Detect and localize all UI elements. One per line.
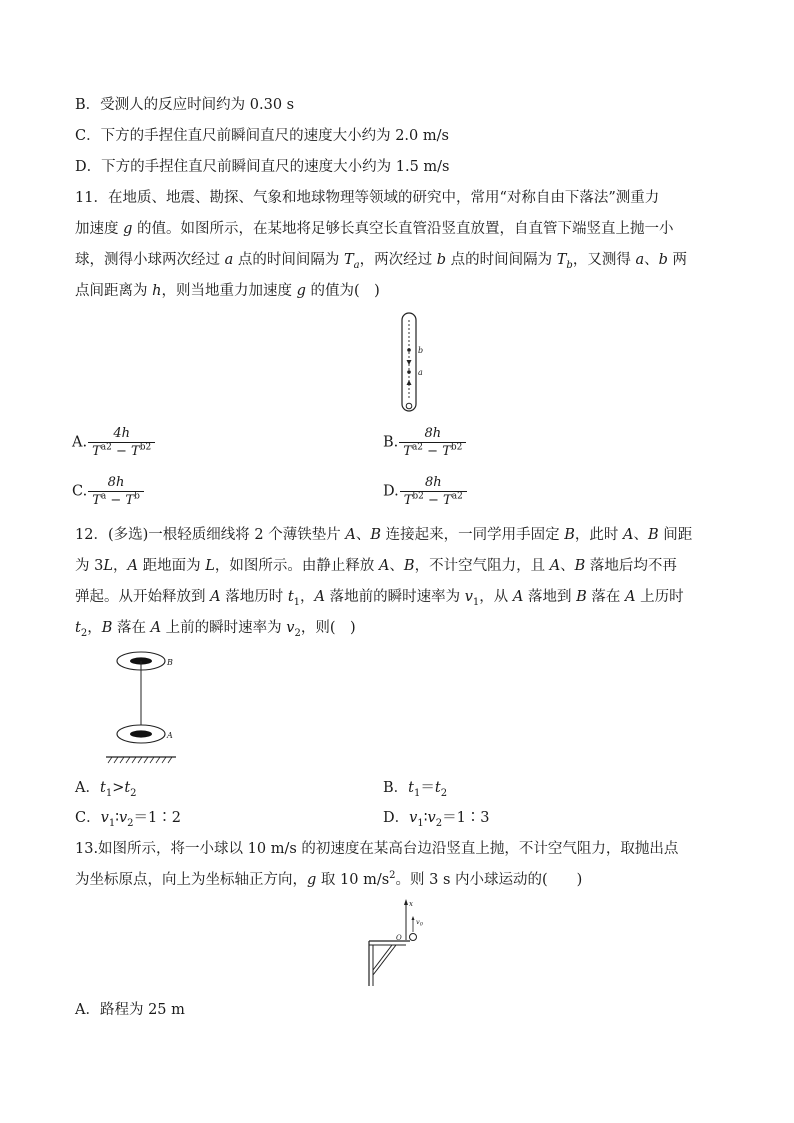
label-O: O <box>396 934 402 942</box>
q13-stem-line2: 为坐标原点，向上为坐标轴正方向，g 取 10 $m/s^2$。则 3 s 内小球运动的( ) <box>75 870 583 888</box>
ground-hatching <box>108 757 172 763</box>
q13-platform-figure <box>362 896 432 988</box>
q11-option-d: D. $\frac{8h}{T^{b2} - T^{a2}}$ <box>383 474 467 509</box>
label-x: x <box>409 900 413 908</box>
q11-option-a: A. $\frac{4h}{T^{a2} - T^{b2}}$ <box>72 425 155 460</box>
washer-a-hole <box>130 730 152 737</box>
label-A: A <box>167 731 173 740</box>
q11-option-b: B. $\frac{8h}{T^{a2} - T^{b2}}$ <box>383 425 466 460</box>
label-B: B <box>167 658 173 667</box>
q12-stem-line3: 弹起。从开始释放到 A 落地历时 $t_1$，A 落地前的瞬时速率为 $v_1$，从 A 落地到 B 落在 A 上历时 <box>75 589 684 608</box>
q11-stem-line4: 点间距离为 h，则当地重力加速度 g 的值为( ) <box>75 283 380 299</box>
q11-stem-line2: 加速度 g 的值。如图所示，在某地将足够长真空长直管沿竖直放置，自直管下端竖直上抛一小 <box>75 221 674 237</box>
arrow-up-icon <box>407 380 412 385</box>
q12-option-b: B．$t_1=t_2$ <box>383 780 448 799</box>
arrow-icon <box>407 360 412 365</box>
x-axis-arrow-icon <box>404 899 408 905</box>
q12-stem-line4: $t_2$，B 落在 A 上前的瞬时速率为 $v_2$，则( ) <box>75 620 356 639</box>
q13-option-a: A．路程为 25 m <box>75 1002 185 1018</box>
label-a: a <box>418 368 423 377</box>
q11-option-c: C. $\frac{8h}{T^a - T^b}$ <box>72 474 144 509</box>
platform-brace-inner <box>373 945 396 975</box>
q13-stem-line1: 13.如图所示，将一小球以 10 m/s 的初速度在某高台边沿竖直上抛，不计空气阻力，取抛出点 <box>75 841 679 857</box>
ball-icon <box>406 403 412 409</box>
q10-option-d: D．下方的手捏住直尺前瞬间直尺的速度大小约为 1.5 m/s <box>75 159 450 175</box>
q12-stem-line1: 12．(多选)一根轻质细线将 2 个薄铁垫片 A、B 连接起来，一同学用手固定 B，此时 A、B 间距 <box>75 527 693 543</box>
point-a-marker <box>407 370 411 374</box>
q10-option-c: C．下方的手捏住直尺前瞬间直尺的速度大小约为 2.0 m/s <box>75 128 449 144</box>
q11-stem-line3: 球，测得小球两次经过 a 点的时间间隔为 $T_a$，两次经过 b 点的时间间隔为 $T_b$，又测得 a、b 两 <box>75 252 687 271</box>
q12-option-c: C．$v_1∶v_2=1∶2$ <box>75 810 181 829</box>
q11-tube-figure <box>390 310 440 414</box>
point-b-marker <box>407 348 411 352</box>
label-v0: $v_0$ <box>416 918 423 928</box>
ball-icon <box>410 934 417 941</box>
q12-washers-figure <box>100 645 190 767</box>
v0-arrow-icon <box>412 916 415 920</box>
platform-brace <box>373 945 392 970</box>
q12-option-a: A．$t_1>t_2$ <box>75 780 137 799</box>
q11-stem-line1: 11．在地质、地震、勘探、气象和地球物理等领域的研究中，常用“对称自由下落法”测重力 <box>75 190 660 206</box>
label-b: b <box>418 346 424 355</box>
q12-stem-line2: 为 3L，A 距地面为 L，如图所示。由静止释放 A、B，不计空气阻力，且 A、B 落地后均不再 <box>75 558 677 574</box>
q12-option-d: D．$v_1∶v_2=1∶3$ <box>383 810 490 829</box>
q10-option-b: B．受测人的反应时间约为 0.30 s <box>75 97 295 113</box>
